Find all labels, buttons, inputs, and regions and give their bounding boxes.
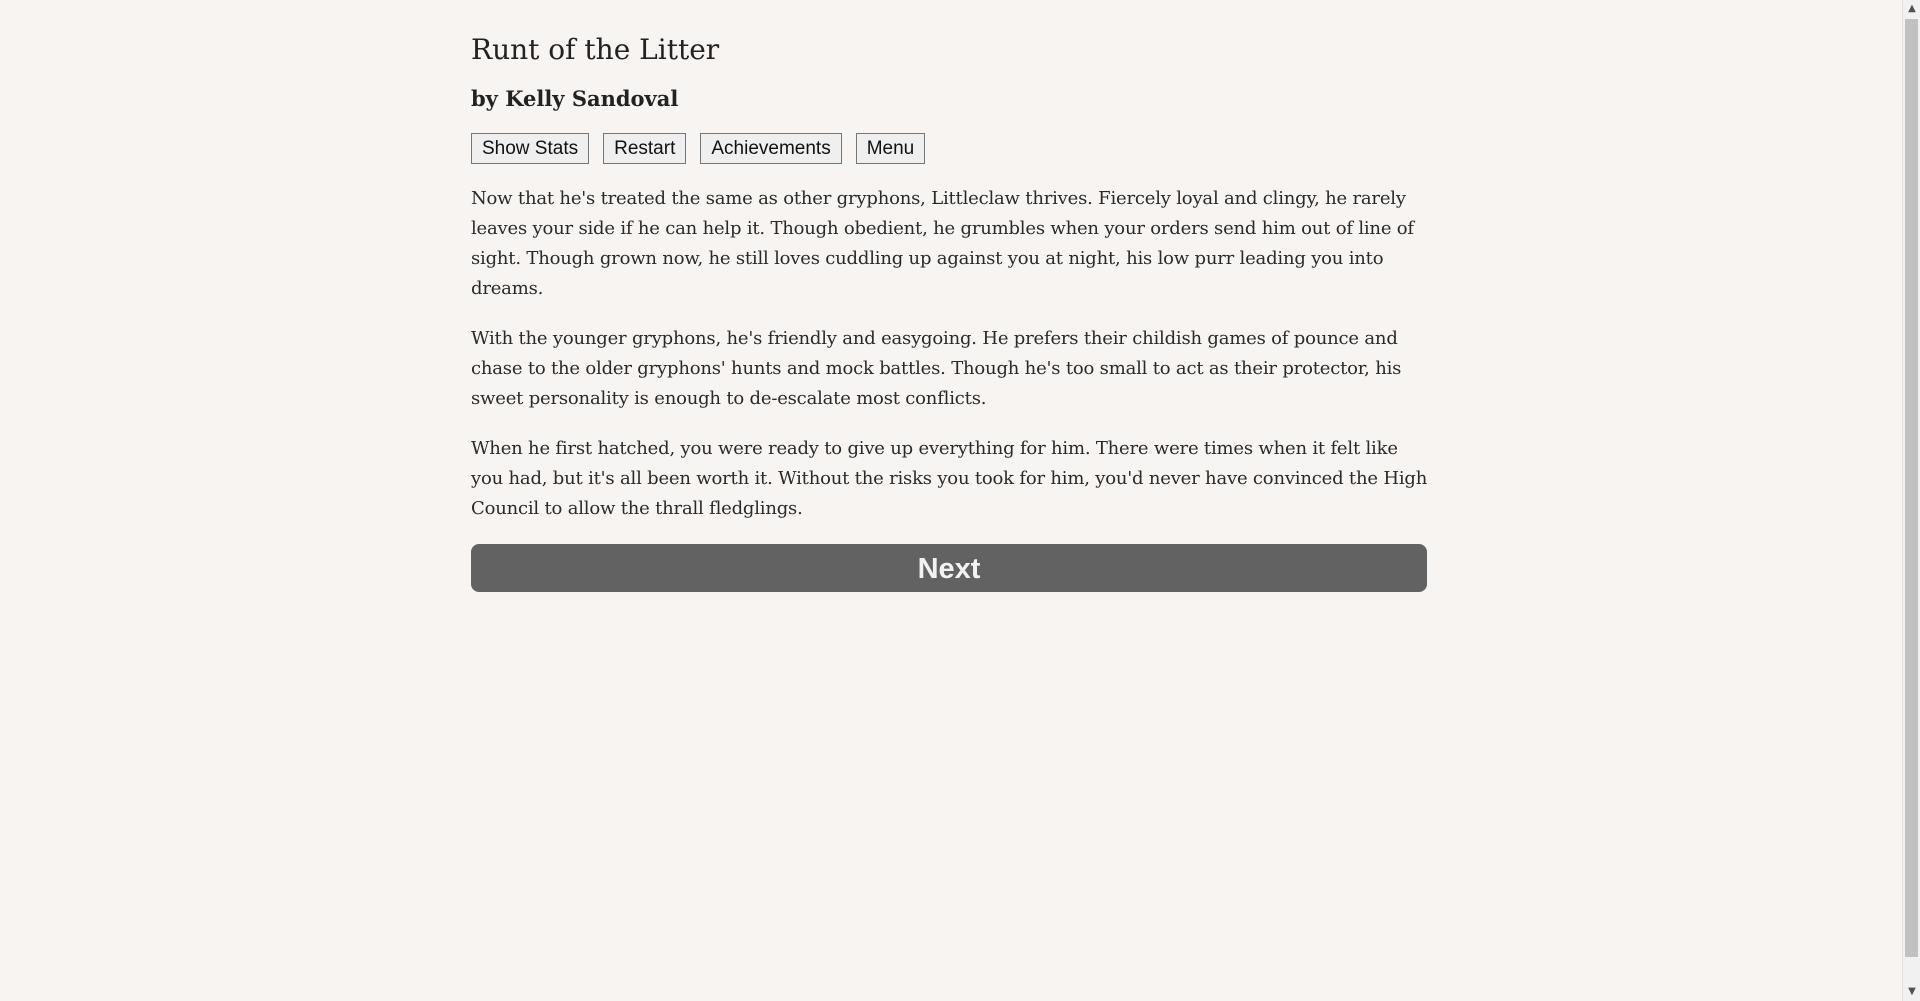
achievements-button[interactable]: Achievements (700, 133, 841, 164)
scrollbar-thumb[interactable] (1905, 19, 1918, 957)
next-button[interactable]: Next (471, 544, 1427, 592)
game-author: by Kelly Sandoval (471, 86, 679, 111)
menu-button[interactable]: Menu (856, 133, 926, 164)
game-title: Runt of the Litter (471, 33, 720, 66)
scroll-up-arrow-icon[interactable]: ▲ (1908, 3, 1916, 14)
story-paragraph: With the younger gryphons, he's friendly and easygoing. He prefers their childish games of pounce and chase to the older gryphons' hunts and mock battles. Though he's too small to act as their protector, his sweet personality is enough to de-escalate most conflicts. (471, 328, 1402, 409)
vertical-scrollbar[interactable] (1902, 0, 1920, 1001)
story-text (471, 184, 1428, 544)
restart-button[interactable]: Restart (603, 133, 686, 164)
story-paragraph: When he first hatched, you were ready to give up everything for him. There were times when it felt like you had, but it's all been worth it. Without the risks you took for him, you'd never have convinced the High Council to allow the thrall fledglings. (471, 438, 1428, 519)
story-paragraph: Now that he's treated the same as other gryphons, Littleclaw thrives. Fiercely loyal and clingy, he rarely leaves your side if he can help it. Though obedient, he grumbles when your orders send him out of line of sight. Though grown now, he still loves cuddling up against you at night, his low purr leading you into dreams. (471, 188, 1414, 299)
toolbar (471, 133, 925, 164)
show-stats-button[interactable]: Show Stats (471, 133, 589, 164)
scroll-down-arrow-icon[interactable]: ▼ (1908, 986, 1916, 997)
